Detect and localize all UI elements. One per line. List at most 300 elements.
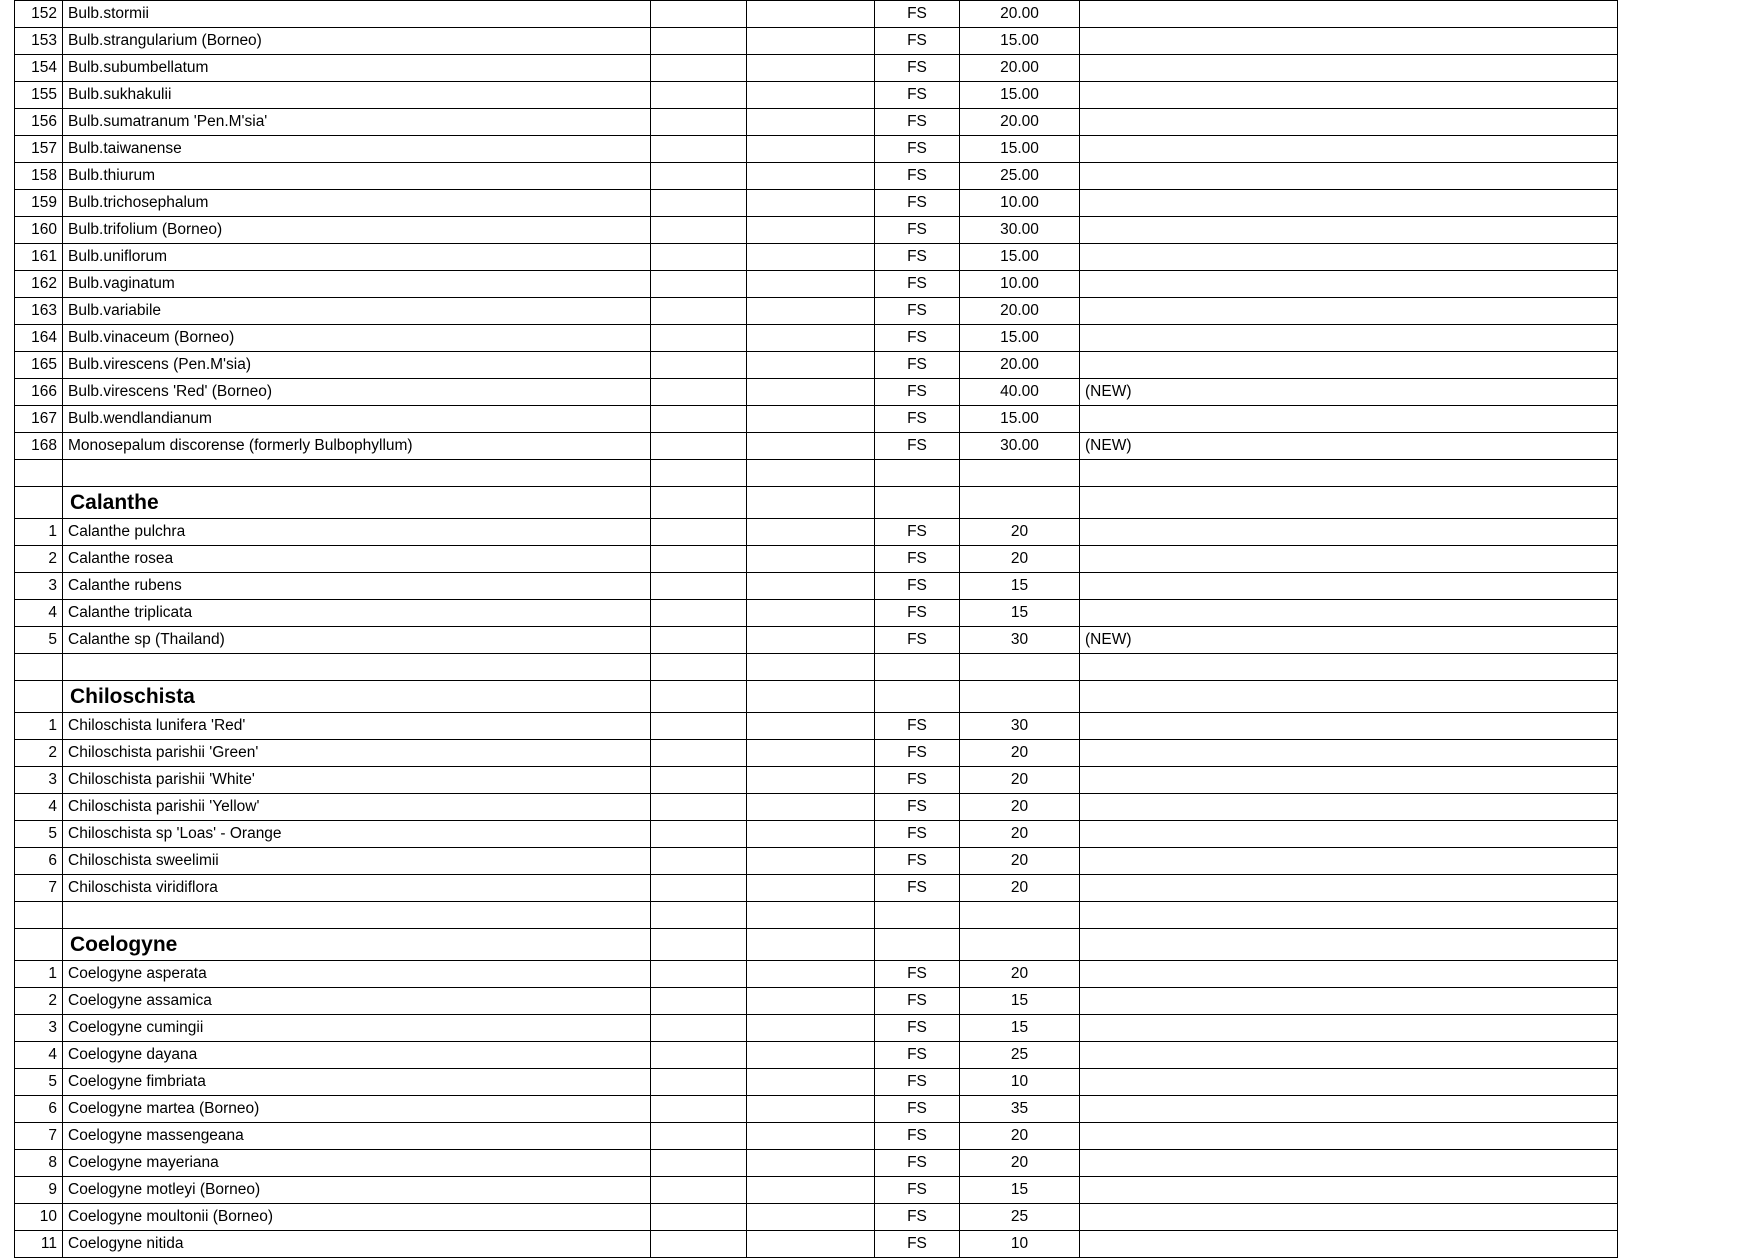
- genus-heading-row: [15, 681, 1618, 713]
- note-cell: [1080, 681, 1618, 713]
- blank-cell-2: [747, 271, 875, 298]
- size-cell: FS: [875, 244, 960, 271]
- blank-cell-2: [747, 961, 875, 988]
- plant-name: Coelogyne dayana: [63, 1042, 651, 1069]
- note-cell: [1080, 1123, 1618, 1150]
- blank-cell-2: [747, 1150, 875, 1177]
- blank-cell-2: [747, 1123, 875, 1150]
- blank-cell-2: [747, 460, 875, 487]
- blank-cell-1: [651, 190, 747, 217]
- plant-name: Coelogyne martea (Borneo): [63, 1096, 651, 1123]
- price-cell: 10: [960, 1069, 1080, 1096]
- blank-cell-1: [651, 519, 747, 546]
- size-cell: FS: [875, 352, 960, 379]
- blank-cell-1: [651, 352, 747, 379]
- blank-cell-1: [651, 1123, 747, 1150]
- blank-cell-2: [747, 1231, 875, 1258]
- blank-cell-2: [747, 821, 875, 848]
- table-row: [15, 1, 1618, 28]
- price-cell: 20.00: [960, 298, 1080, 325]
- blank-cell-2: [747, 163, 875, 190]
- plant-name: Coelogyne fimbriata: [63, 1069, 651, 1096]
- size-cell: FS: [875, 1150, 960, 1177]
- blank-cell-1: [651, 821, 747, 848]
- table-row: [15, 136, 1618, 163]
- blank-cell-2: [747, 767, 875, 794]
- genus-name: Calanthe: [63, 487, 651, 519]
- table-row: [15, 109, 1618, 136]
- plant-name: Bulb.vinaceum (Borneo): [63, 325, 651, 352]
- row-number: 160: [15, 217, 63, 244]
- table-row: [15, 1231, 1618, 1258]
- row-number: 7: [15, 875, 63, 902]
- blank-cell-1: [651, 767, 747, 794]
- table-row: [15, 1177, 1618, 1204]
- blank-cell-2: [747, 848, 875, 875]
- price-cell: 15.00: [960, 406, 1080, 433]
- price-cell: 40.00: [960, 379, 1080, 406]
- price-cell: 20: [960, 767, 1080, 794]
- row-number: 165: [15, 352, 63, 379]
- blank-cell-1: [651, 713, 747, 740]
- size-cell: FS: [875, 271, 960, 298]
- plant-name: Bulb.thiurum: [63, 163, 651, 190]
- note-cell: (NEW): [1080, 379, 1618, 406]
- size-cell: FS: [875, 848, 960, 875]
- note-cell: [1080, 794, 1618, 821]
- blank-cell-1: [651, 109, 747, 136]
- blank-cell-2: [747, 902, 875, 929]
- price-cell: 20.00: [960, 1, 1080, 28]
- blank-cell-2: [747, 794, 875, 821]
- blank-cell-1: [651, 654, 747, 681]
- row-number: 4: [15, 600, 63, 627]
- note-cell: [1080, 82, 1618, 109]
- price-cell: 25.00: [960, 163, 1080, 190]
- row-number: 162: [15, 271, 63, 298]
- blank-cell-1: [651, 1015, 747, 1042]
- note-cell: [1080, 573, 1618, 600]
- size-cell: FS: [875, 1204, 960, 1231]
- table-row: [15, 298, 1618, 325]
- row-number: [15, 681, 63, 713]
- blank-cell-1: [651, 136, 747, 163]
- size-cell: FS: [875, 82, 960, 109]
- blank-cell-2: [747, 1, 875, 28]
- table-row: [15, 163, 1618, 190]
- size-cell: FS: [875, 1069, 960, 1096]
- size-cell: FS: [875, 519, 960, 546]
- plant-name: Bulb.vaginatum: [63, 271, 651, 298]
- blank-cell-1: [651, 379, 747, 406]
- table-row: [15, 713, 1618, 740]
- price-cell: 10.00: [960, 190, 1080, 217]
- price-cell: 10: [960, 1231, 1080, 1258]
- note-cell: [1080, 1204, 1618, 1231]
- blank-cell-1: [651, 848, 747, 875]
- blank-cell-2: [747, 217, 875, 244]
- blank-cell-1: [651, 1177, 747, 1204]
- blank-cell-1: [651, 573, 747, 600]
- note-cell: (NEW): [1080, 627, 1618, 654]
- spacer-row: [15, 902, 1618, 929]
- size-cell: FS: [875, 1231, 960, 1258]
- blank-cell-1: [651, 406, 747, 433]
- table-row: [15, 1123, 1618, 1150]
- plant-name: [63, 460, 651, 487]
- plant-name: Calanthe rubens: [63, 573, 651, 600]
- table-row: [15, 961, 1618, 988]
- size-cell: FS: [875, 546, 960, 573]
- blank-cell-1: [651, 487, 747, 519]
- note-cell: [1080, 163, 1618, 190]
- row-number: 10: [15, 1204, 63, 1231]
- note-cell: [1080, 1150, 1618, 1177]
- table-row: [15, 627, 1618, 654]
- table-row: [15, 1015, 1618, 1042]
- price-cell: [960, 654, 1080, 681]
- table-row: [15, 1150, 1618, 1177]
- plant-name: Bulb.virescens (Pen.M'sia): [63, 352, 651, 379]
- blank-cell-2: [747, 988, 875, 1015]
- plant-name: Bulb.taiwanense: [63, 136, 651, 163]
- blank-cell-2: [747, 740, 875, 767]
- plant-name: Calanthe sp (Thailand): [63, 627, 651, 654]
- table-row: [15, 546, 1618, 573]
- blank-cell-2: [747, 929, 875, 961]
- table-row: [15, 271, 1618, 298]
- price-cell: 20: [960, 848, 1080, 875]
- table-row: [15, 406, 1618, 433]
- table-row: [15, 875, 1618, 902]
- table-row: [15, 821, 1618, 848]
- plant-name: Bulb.stormii: [63, 1, 651, 28]
- plant-name: Bulb.sumatranum 'Pen.M'sia': [63, 109, 651, 136]
- plant-name: Coelogyne moultonii (Borneo): [63, 1204, 651, 1231]
- plant-name: Bulb.sukhakulii: [63, 82, 651, 109]
- size-cell: FS: [875, 767, 960, 794]
- note-cell: [1080, 654, 1618, 681]
- blank-cell-1: [651, 794, 747, 821]
- plant-name: Bulb.subumbellatum: [63, 55, 651, 82]
- note-cell: [1080, 271, 1618, 298]
- price-cell: 25: [960, 1204, 1080, 1231]
- row-number: [15, 902, 63, 929]
- row-number: 156: [15, 109, 63, 136]
- size-cell: FS: [875, 298, 960, 325]
- price-cell: 15: [960, 1015, 1080, 1042]
- size-cell: FS: [875, 627, 960, 654]
- row-number: 2: [15, 740, 63, 767]
- note-cell: [1080, 902, 1618, 929]
- blank-cell-2: [747, 627, 875, 654]
- blank-cell-2: [747, 875, 875, 902]
- size-cell: [875, 654, 960, 681]
- row-number: 2: [15, 546, 63, 573]
- blank-cell-2: [747, 713, 875, 740]
- note-cell: [1080, 28, 1618, 55]
- row-number: 6: [15, 848, 63, 875]
- row-number: 164: [15, 325, 63, 352]
- plant-name: Coelogyne motleyi (Borneo): [63, 1177, 651, 1204]
- blank-cell-2: [747, 136, 875, 163]
- size-cell: FS: [875, 217, 960, 244]
- row-number: 163: [15, 298, 63, 325]
- blank-cell-2: [747, 1177, 875, 1204]
- blank-cell-2: [747, 600, 875, 627]
- size-cell: FS: [875, 1042, 960, 1069]
- blank-cell-1: [651, 988, 747, 1015]
- table-row: [15, 1069, 1618, 1096]
- table-row: [15, 740, 1618, 767]
- size-cell: [875, 902, 960, 929]
- plant-name: Chiloschista viridiflora: [63, 875, 651, 902]
- blank-cell-2: [747, 352, 875, 379]
- blank-cell-1: [651, 600, 747, 627]
- blank-cell-2: [747, 82, 875, 109]
- table-row: [15, 55, 1618, 82]
- note-cell: (NEW): [1080, 433, 1618, 460]
- price-cell: 15.00: [960, 244, 1080, 271]
- table-row: [15, 519, 1618, 546]
- plant-name: Chiloschista lunifera 'Red': [63, 713, 651, 740]
- plant-name: Coelogyne cumingii: [63, 1015, 651, 1042]
- plant-name: Coelogyne massengeana: [63, 1123, 651, 1150]
- price-cell: 15: [960, 600, 1080, 627]
- plant-name: Chiloschista parishii 'Green': [63, 740, 651, 767]
- blank-cell-1: [651, 1204, 747, 1231]
- size-cell: FS: [875, 875, 960, 902]
- table-row: [15, 352, 1618, 379]
- genus-heading-row: [15, 487, 1618, 519]
- row-number: 3: [15, 573, 63, 600]
- note-cell: [1080, 961, 1618, 988]
- blank-cell-2: [747, 433, 875, 460]
- plant-name: Monosepalum discorense (formerly Bulbophyllum): [63, 433, 651, 460]
- note-cell: [1080, 988, 1618, 1015]
- plant-name: Bulb.trichosephalum: [63, 190, 651, 217]
- note-cell: [1080, 1177, 1618, 1204]
- blank-cell-2: [747, 28, 875, 55]
- table-row: [15, 217, 1618, 244]
- blank-cell-2: [747, 298, 875, 325]
- price-cell: 20: [960, 519, 1080, 546]
- blank-cell-2: [747, 109, 875, 136]
- table-row: [15, 1042, 1618, 1069]
- size-cell: FS: [875, 988, 960, 1015]
- price-cell: 30.00: [960, 433, 1080, 460]
- note-cell: [1080, 325, 1618, 352]
- plant-name: [63, 654, 651, 681]
- note-cell: [1080, 713, 1618, 740]
- genus-heading-row: [15, 929, 1618, 961]
- size-cell: FS: [875, 325, 960, 352]
- plant-name: Calanthe triplicata: [63, 600, 651, 627]
- row-number: 158: [15, 163, 63, 190]
- blank-cell-1: [651, 1096, 747, 1123]
- blank-cell-1: [651, 961, 747, 988]
- price-cell: [960, 681, 1080, 713]
- price-cell: 35: [960, 1096, 1080, 1123]
- size-cell: FS: [875, 406, 960, 433]
- row-number: 153: [15, 28, 63, 55]
- row-number: 4: [15, 794, 63, 821]
- size-cell: FS: [875, 1123, 960, 1150]
- note-cell: [1080, 298, 1618, 325]
- plant-name: Bulb.trifolium (Borneo): [63, 217, 651, 244]
- price-table: [14, 0, 1618, 1258]
- table-row: [15, 190, 1618, 217]
- plant-name: Coelogyne asperata: [63, 961, 651, 988]
- blank-cell-2: [747, 1204, 875, 1231]
- price-cell: 20.00: [960, 352, 1080, 379]
- row-number: 161: [15, 244, 63, 271]
- note-cell: [1080, 1, 1618, 28]
- blank-cell-1: [651, 217, 747, 244]
- blank-cell-1: [651, 82, 747, 109]
- size-cell: FS: [875, 190, 960, 217]
- price-cell: 20: [960, 546, 1080, 573]
- size-cell: FS: [875, 1096, 960, 1123]
- note-cell: [1080, 244, 1618, 271]
- blank-cell-2: [747, 546, 875, 573]
- note-cell: [1080, 217, 1618, 244]
- size-cell: FS: [875, 1015, 960, 1042]
- size-cell: FS: [875, 136, 960, 163]
- blank-cell-1: [651, 325, 747, 352]
- size-cell: FS: [875, 433, 960, 460]
- note-cell: [1080, 190, 1618, 217]
- size-cell: [875, 460, 960, 487]
- spacer-row: [15, 654, 1618, 681]
- plant-name: Bulb.variabile: [63, 298, 651, 325]
- blank-cell-2: [747, 190, 875, 217]
- row-number: 1: [15, 961, 63, 988]
- blank-cell-1: [651, 1150, 747, 1177]
- plant-name: Calanthe pulchra: [63, 519, 651, 546]
- price-cell: 20: [960, 794, 1080, 821]
- blank-cell-2: [747, 573, 875, 600]
- blank-cell-2: [747, 681, 875, 713]
- price-cell: 20: [960, 1150, 1080, 1177]
- table-row: [15, 244, 1618, 271]
- note-cell: [1080, 1096, 1618, 1123]
- blank-cell-1: [651, 1, 747, 28]
- note-cell: [1080, 55, 1618, 82]
- blank-cell-2: [747, 1096, 875, 1123]
- size-cell: FS: [875, 109, 960, 136]
- plant-name: Coelogyne assamica: [63, 988, 651, 1015]
- row-number: 5: [15, 821, 63, 848]
- row-number: [15, 929, 63, 961]
- size-cell: FS: [875, 28, 960, 55]
- note-cell: [1080, 406, 1618, 433]
- table-row: [15, 28, 1618, 55]
- row-number: 154: [15, 55, 63, 82]
- row-number: 7: [15, 1123, 63, 1150]
- price-cell: 20: [960, 740, 1080, 767]
- note-cell: [1080, 487, 1618, 519]
- row-number: 11: [15, 1231, 63, 1258]
- row-number: 168: [15, 433, 63, 460]
- row-number: 5: [15, 1069, 63, 1096]
- plant-name: Coelogyne nitida: [63, 1231, 651, 1258]
- plant-name: Coelogyne mayeriana: [63, 1150, 651, 1177]
- row-number: 3: [15, 767, 63, 794]
- blank-cell-2: [747, 654, 875, 681]
- row-number: 159: [15, 190, 63, 217]
- row-number: [15, 487, 63, 519]
- table-row: [15, 573, 1618, 600]
- price-cell: 25: [960, 1042, 1080, 1069]
- blank-cell-2: [747, 55, 875, 82]
- row-number: 5: [15, 627, 63, 654]
- row-number: 1: [15, 519, 63, 546]
- row-number: 2: [15, 988, 63, 1015]
- note-cell: [1080, 600, 1618, 627]
- note-cell: [1080, 821, 1618, 848]
- price-cell: 20: [960, 875, 1080, 902]
- row-number: 1: [15, 713, 63, 740]
- price-cell: 15.00: [960, 325, 1080, 352]
- note-cell: [1080, 1015, 1618, 1042]
- note-cell: [1080, 848, 1618, 875]
- size-cell: FS: [875, 1, 960, 28]
- row-number: 8: [15, 1150, 63, 1177]
- table-row: [15, 1096, 1618, 1123]
- blank-cell-2: [747, 1069, 875, 1096]
- price-cell: 15: [960, 988, 1080, 1015]
- price-cell: 30.00: [960, 217, 1080, 244]
- table-row: [15, 767, 1618, 794]
- price-cell: 15.00: [960, 136, 1080, 163]
- price-table-body: [15, 1, 1618, 1258]
- size-cell: FS: [875, 821, 960, 848]
- blank-cell-2: [747, 379, 875, 406]
- size-cell: FS: [875, 55, 960, 82]
- table-row: [15, 82, 1618, 109]
- blank-cell-1: [651, 929, 747, 961]
- note-cell: [1080, 1042, 1618, 1069]
- size-cell: [875, 929, 960, 961]
- genus-name: Chiloschista: [63, 681, 651, 713]
- blank-cell-1: [651, 460, 747, 487]
- row-number: 6: [15, 1096, 63, 1123]
- table-row: [15, 600, 1618, 627]
- blank-cell-2: [747, 325, 875, 352]
- size-cell: FS: [875, 600, 960, 627]
- row-number: [15, 460, 63, 487]
- price-cell: [960, 487, 1080, 519]
- blank-cell-2: [747, 406, 875, 433]
- note-cell: [1080, 875, 1618, 902]
- price-cell: 15.00: [960, 82, 1080, 109]
- note-cell: [1080, 546, 1618, 573]
- size-cell: FS: [875, 713, 960, 740]
- row-number: 155: [15, 82, 63, 109]
- blank-cell-1: [651, 1042, 747, 1069]
- note-cell: [1080, 460, 1618, 487]
- note-cell: [1080, 1231, 1618, 1258]
- plant-name: Chiloschista sp 'Loas' - Orange: [63, 821, 651, 848]
- note-cell: [1080, 136, 1618, 163]
- note-cell: [1080, 109, 1618, 136]
- plant-name: [63, 902, 651, 929]
- blank-cell-2: [747, 487, 875, 519]
- price-cell: 20.00: [960, 55, 1080, 82]
- note-cell: [1080, 929, 1618, 961]
- price-cell: 10.00: [960, 271, 1080, 298]
